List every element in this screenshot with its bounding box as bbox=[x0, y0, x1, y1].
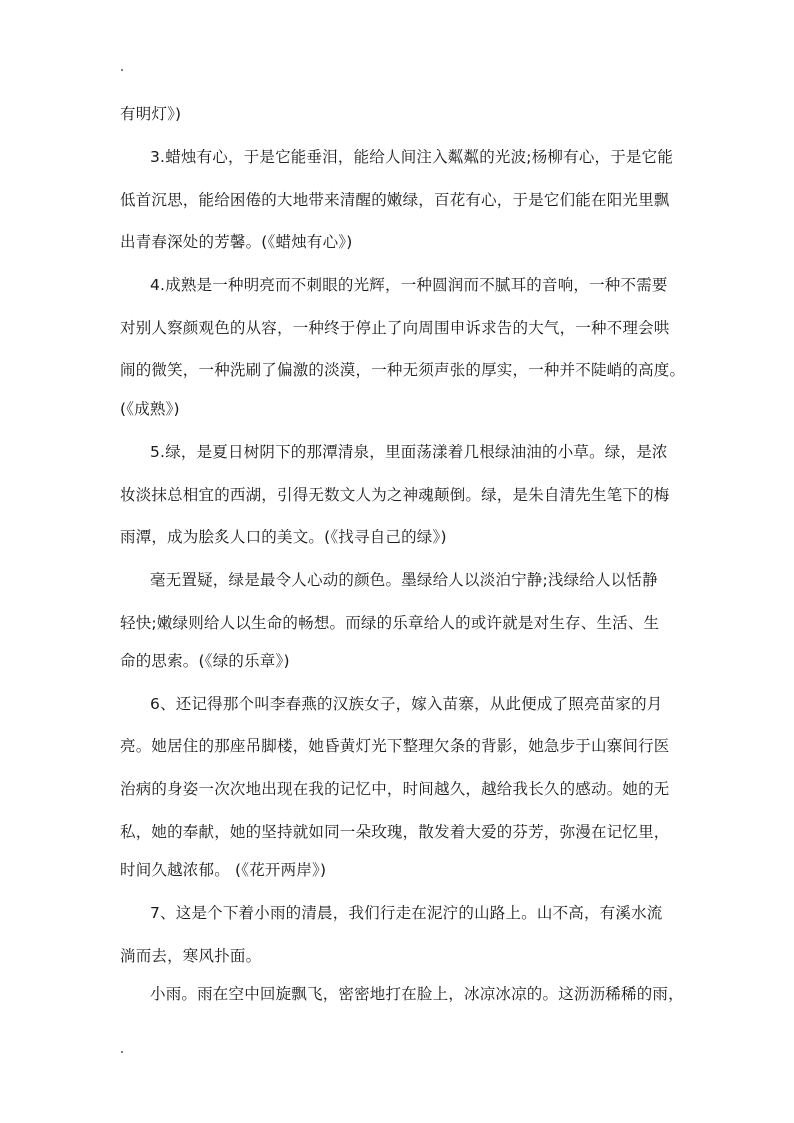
text-line: 轻快;嫩绿则给人以生命的畅想。而绿的乐章给人的或许就是对生存、生活、生 bbox=[120, 614, 660, 632]
text-line: 时间久越浓郁。 (《花开两岸》) bbox=[120, 861, 327, 879]
page-mark-bottom bbox=[121, 1051, 123, 1053]
text-line: (《成熟》) bbox=[120, 400, 180, 418]
text-line: 私，她的奉献，她的坚持就如同一朵玫瑰，散发着大爱的芬芳，弥漫在记忆里， bbox=[120, 823, 670, 841]
text-line: 4.成熟是一种明亮而不刺眼的光辉，一种圆润而不腻耳的音响，一种不需要 bbox=[150, 276, 668, 294]
text-line: 毫无置疑，绿是最令人心动的颜色。墨绿给人以淡泊宁静;浅绿给人以恬静 bbox=[150, 571, 658, 589]
text-line: 治病的身姿一次次地出现在我的记忆中，时间越久，越给我长久的感动。她的无 bbox=[120, 780, 670, 798]
page-mark-top bbox=[121, 69, 123, 71]
text-line: 7、这是个下着小雨的清晨，我们行走在泥泞的山路上。山不高，有溪水流 bbox=[150, 904, 663, 922]
text-line: 妆淡抹总相宜的西湖，引得无数文人为之神魂颠倒。绿，是朱自清先生笔下的梅 bbox=[120, 486, 670, 504]
text-line: 命的思索。(《绿的乐章》) bbox=[120, 652, 290, 670]
text-line: 3.蜡烛有心，于是它能垂泪，能给人间注入粼粼的光波;杨柳有心，于是它能 bbox=[150, 148, 674, 166]
text-line: 对别人察颜观色的从容，一种终于停止了向周围申诉求告的大气，一种不理会哄 bbox=[120, 319, 670, 337]
text-line: 6、还记得那个叫李春燕的汉族女子，嫁入苗寨，从此便成了照亮苗家的月 bbox=[150, 695, 663, 713]
text-line: 出青春深处的芳馨。(《蜡烛有心》) bbox=[120, 233, 353, 251]
text-line: 雨潭，成为脍炙人口的美文。(《找寻自己的绿》) bbox=[120, 528, 447, 546]
text-line: 低首沉思，能给困倦的大地带来清醒的嫩绿，百花有心，于是它们能在阳光里飘 bbox=[120, 191, 670, 209]
text-line: 淌而去，寒风扑面。 bbox=[120, 947, 262, 965]
text-line: 5.绿，是夏日树阴下的那潭清泉，里面荡漾着几根绿油油的小草。绿，是浓 bbox=[150, 443, 668, 461]
text-line: 闹的微笑，一种洗刷了偏激的淡漠，一种无须声张的厚实，一种并不陡峭的高度。 bbox=[120, 361, 686, 379]
text-line: 有明灯》) bbox=[120, 105, 182, 123]
text-line: 小雨。雨在空中回旋飘飞，密密地打在脸上，冰凉冰凉的。这沥沥稀稀的雨， bbox=[150, 985, 684, 1003]
text-line: 亮。她居住的那座吊脚楼，她昏黄灯光下整理欠条的背影，她急步于山寨间行医 bbox=[120, 737, 670, 755]
